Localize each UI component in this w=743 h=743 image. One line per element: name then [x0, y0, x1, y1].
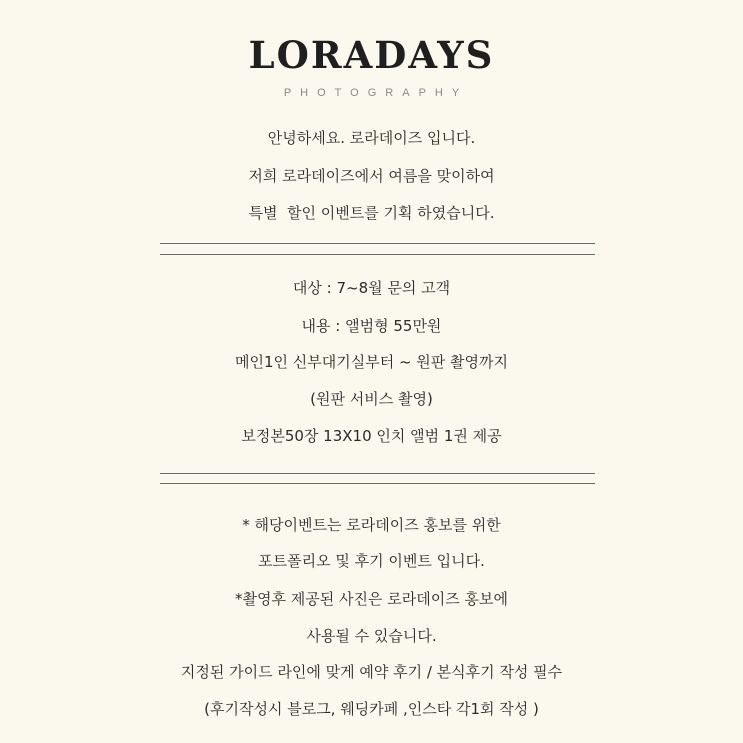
note-line: (후기작성시 블로그, 웨딩카페 ,인스타 각1회 작성 )	[204, 700, 539, 718]
detail-line: 대상 : 7~8월 문의 고객	[292, 279, 451, 297]
detail-line: 보정본50장 13X10 인치 앨범 1권 제공	[241, 427, 502, 445]
divider-line	[160, 254, 595, 255]
intro-line: 저희 로라데이즈에서 여름을 맞이하여	[248, 167, 495, 185]
intro-line: 안녕하세요. 로라데이즈 입니다.	[267, 129, 476, 147]
intro-line: 특별 할인 이벤트를 기획 하였습니다.	[248, 204, 495, 222]
detail-line: 내용 : 앨범형 55만원	[301, 317, 442, 335]
divider-line	[160, 243, 595, 244]
detail-line: (원판 서비스 촬영)	[310, 390, 433, 408]
note-line: 지정된 가이드 라인에 맞게 예약 후기 / 본식후기 작성 필수	[180, 663, 563, 681]
detail-line: 메인1인 신부대기실부터 ~ 원판 촬영까지	[234, 353, 509, 371]
note-line: 포트폴리오 및 후기 이벤트 입니다.	[258, 552, 485, 570]
divider-line	[160, 483, 595, 484]
note-line: *촬영후 제공된 사진은 로라데이즈 홍보에	[235, 590, 508, 608]
note-line: * 해당이벤트는 로라데이즈 홍보를 위한	[242, 516, 501, 534]
divider-line	[160, 473, 595, 474]
brand-tagline: PHOTOGRAPHY	[283, 87, 469, 99]
note-line: 사용될 수 있습니다.	[306, 627, 437, 645]
brand-logo: LORADAYS	[248, 33, 495, 77]
